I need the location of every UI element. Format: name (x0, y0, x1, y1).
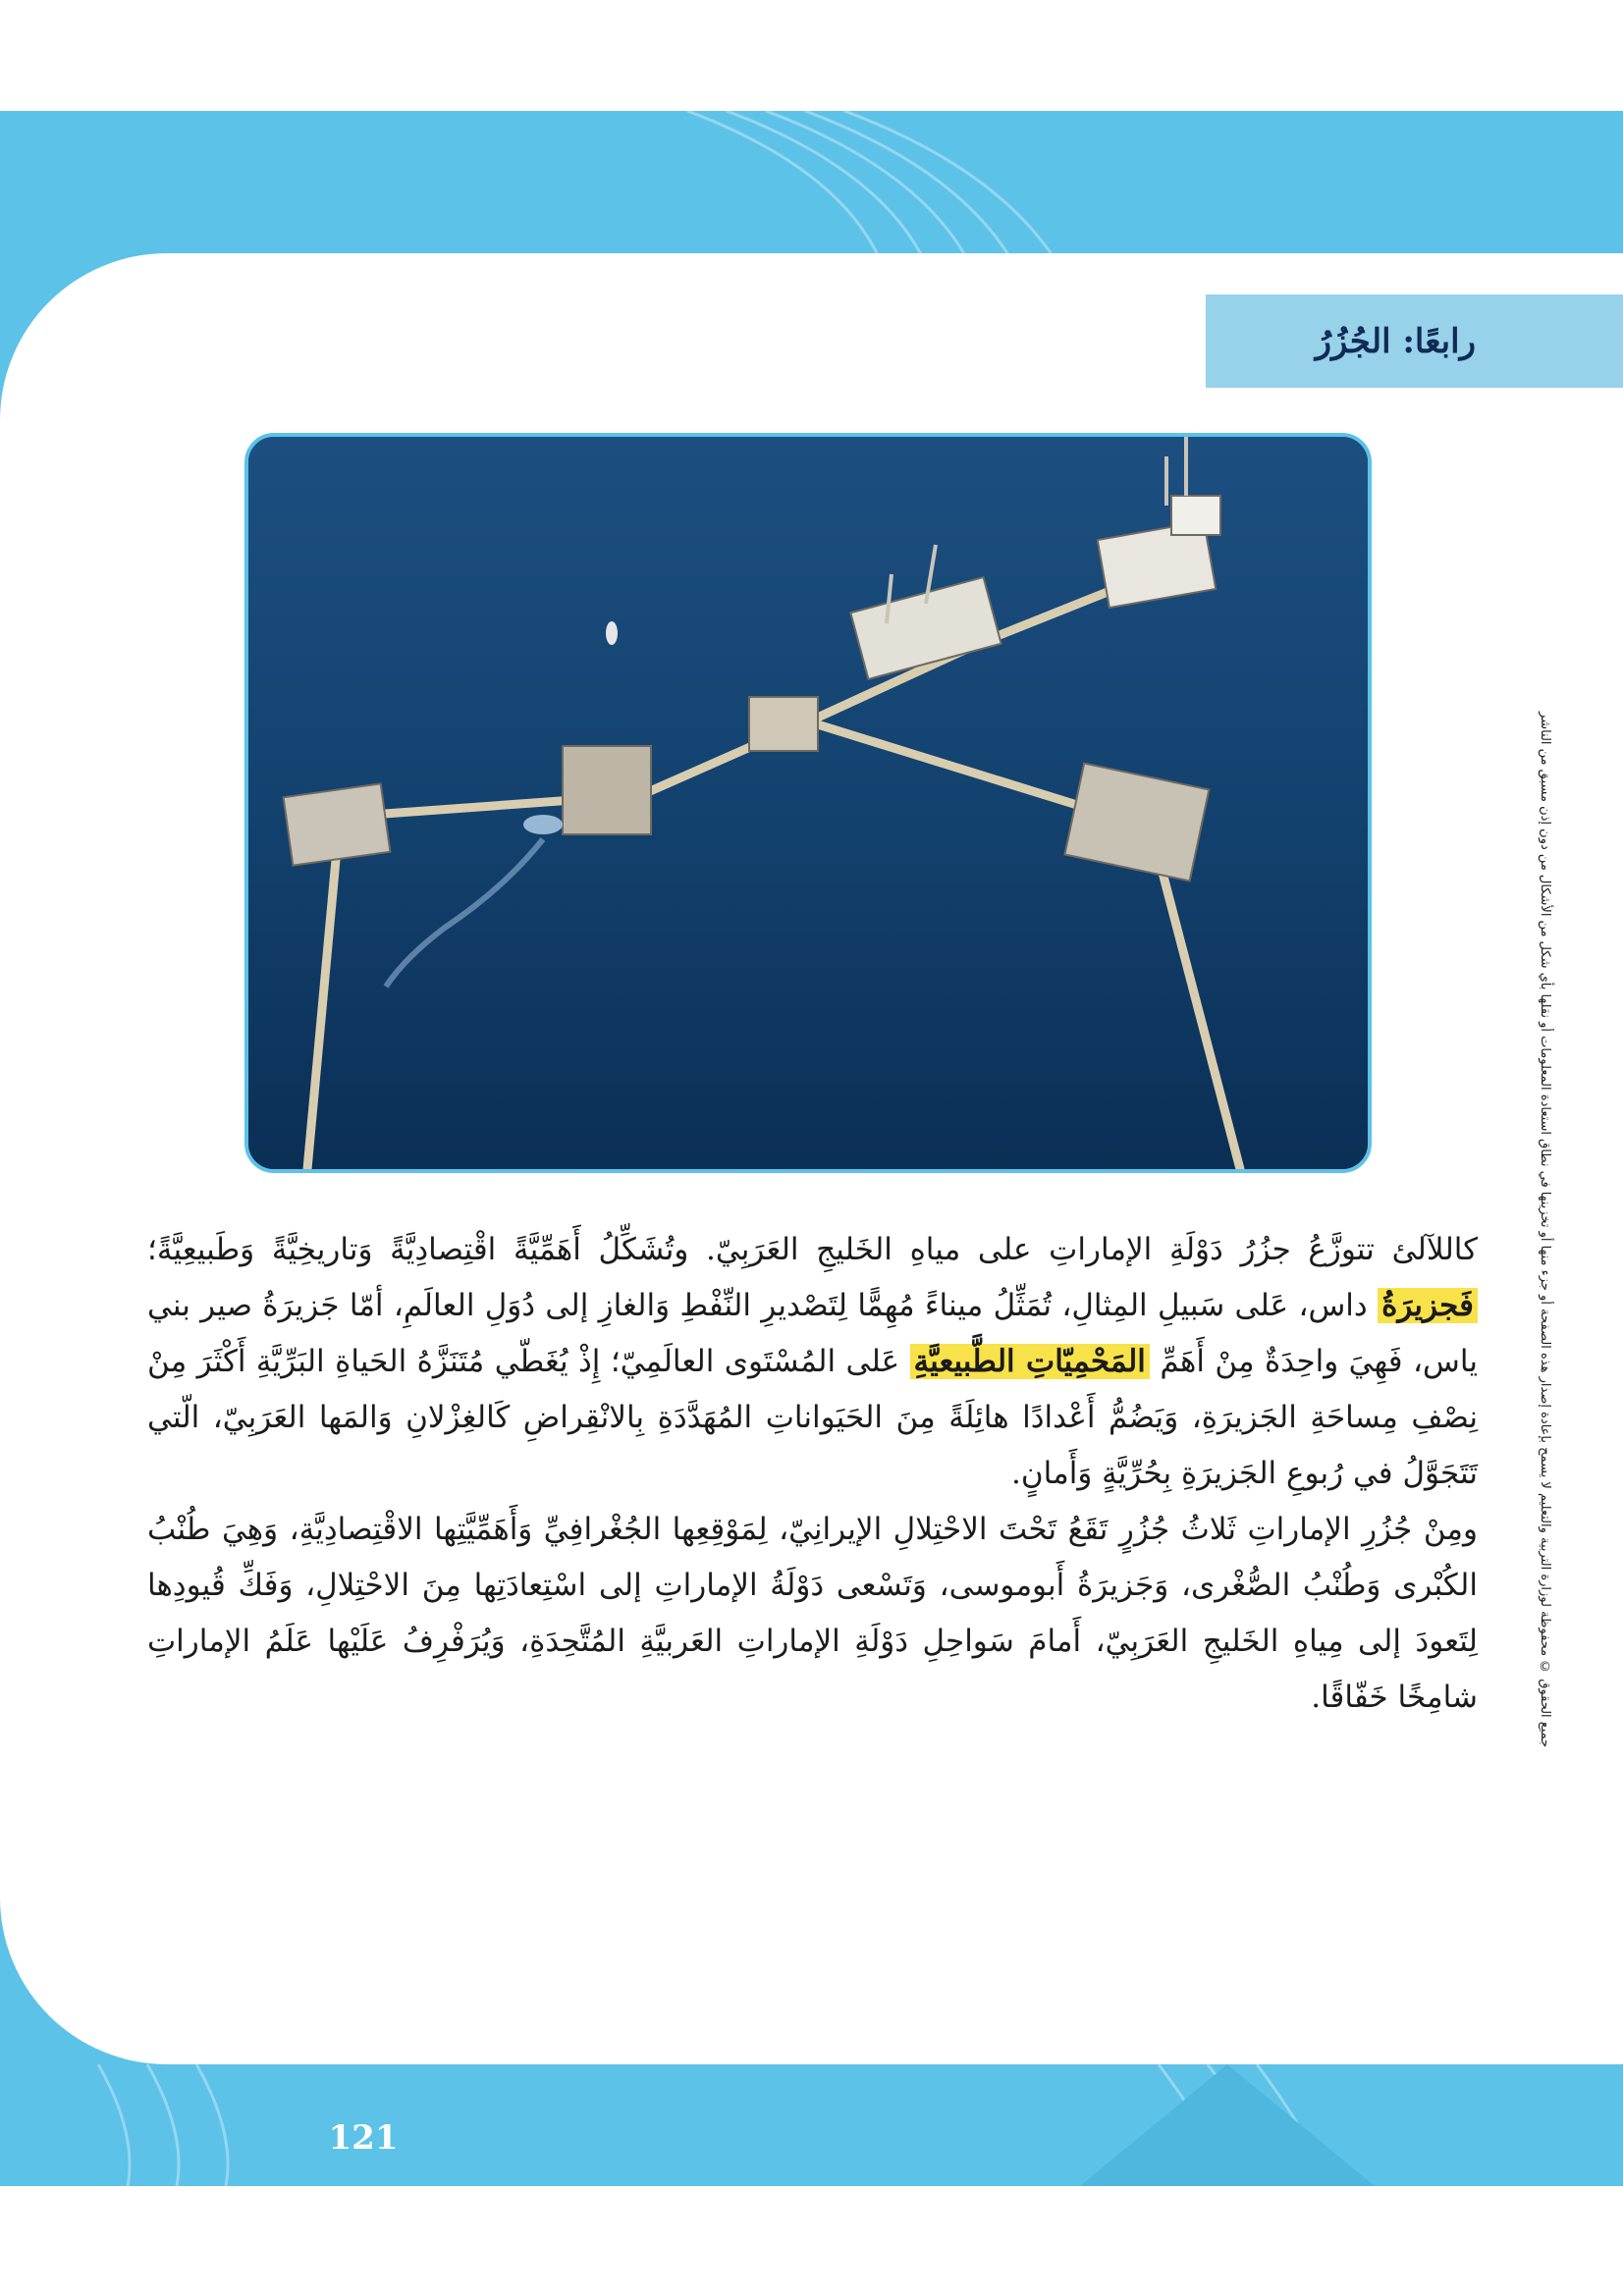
copyright-side-note: جميع الحقوق © محفوظة لوزارة التربية والتعليم لا يسمح بإعادة إصدار هذه الصفحة أو جزء منها أو تخزينها في نطاق استعادة المعلومات أو نقلها بأي شكل من الأشكال من دون إذن مسبق من الناشر (1538, 711, 1552, 1747)
section-heading: رابعًا: الجُزُرُ (1315, 321, 1476, 361)
section-heading-box (1206, 294, 1623, 388)
offshore-oil-platforms-photo (244, 433, 1372, 1173)
paragraph-1 (147, 1222, 1478, 1502)
paragraph-1-part-c: عَلى المُسْتَوى العالَمِيّ؛ إِذْ يُغَطّي مُتَنَزَّهُ الحَياةِ البَرِّيَّةِ أَكْثَرَ مِنْ نِصْفِ مِساحَةِ الجَزيرَةِ، وَيَضُمُّ أَعْدادًا هائِلَةً مِنَ الحَيَواناتِ المُهَدَّدَةِ بِالانْقِراضِ كَالغِزْلانِ وَالمَها العَرَبِيّ، الّتي تَتَجَوَّلُ في رُبوعِ الجَزيرَةِ بِحُرِّيَّةٍ وَأَمانٍ. (147, 1344, 1478, 1491)
paragraph-2: ومِنْ جُزُرِ الإماراتِ ثَلاثُ جُزُرٍ تَقَعُ تَحْتَ الاحْتِلالِ الإيرانِيّ، لِمَوْقِعِها الجُغْرافِيِّ وَأَهَمِّيَّتِها الاقْتِصادِيَّةِ، وَهِيَ طُنْبُ الكُبْرى وَطُنْبُ الصُّغْرى، وَجَزيرَةُ أَبوموسى، وَتَسْعى دَوْلَةُ الإماراتِ إلى اسْتِعادَتِها مِنَ الاحْتِلالِ، وَفَكِّ قُيودِها لِتَعودَ إلى مِياهِ الخَليجِ العَرَبِيّ، أَمامَ سَواحِلِ دَوْلَةِ الإماراتِ العَربيَّةِ المُتَّحِدَةِ، وَيُرَفْرِفُ عَلَيْها عَلَمُ الإماراتِ شامِخًا خَفّاقًا. (147, 1512, 1478, 1715)
photo-illustration (248, 437, 1368, 1169)
body-text (147, 1222, 1478, 1726)
highlight-reserves-term: المَحْمِيّاتِ الطَّبيعيَّةِ (910, 1344, 1150, 1379)
paragraph-1-part-b: داس، عَلى سَبيلِ المِثالِ، تُمَثِّلُ ميناءً مُهِمًّا لِتَصْديرِ النِّفْطِ وَالغازِ إلى دُوَلِ العالَمِ، أمّا جَزيرَةُ صير بني ياس، فَهِيَ واحِدَةٌ مِنْ أَهَمِّ (147, 1288, 1478, 1379)
page-number: 121 (328, 2118, 399, 2158)
highlight-island-term: فَجزيرَةُ (1378, 1288, 1478, 1323)
paragraph-1-part-a: كاللآلئ تتوزَّعُ جزُرُ دَوْلَةِ الإماراتِ على مياهِ الخَليجِ العَرَبِيّ. وتُشَكِّلُ أَهَمِّيَّةً اقْتِصادِيَّةً وَتاريخِيَّةً وَطَبيعِيَّةً؛ (147, 1232, 1478, 1267)
